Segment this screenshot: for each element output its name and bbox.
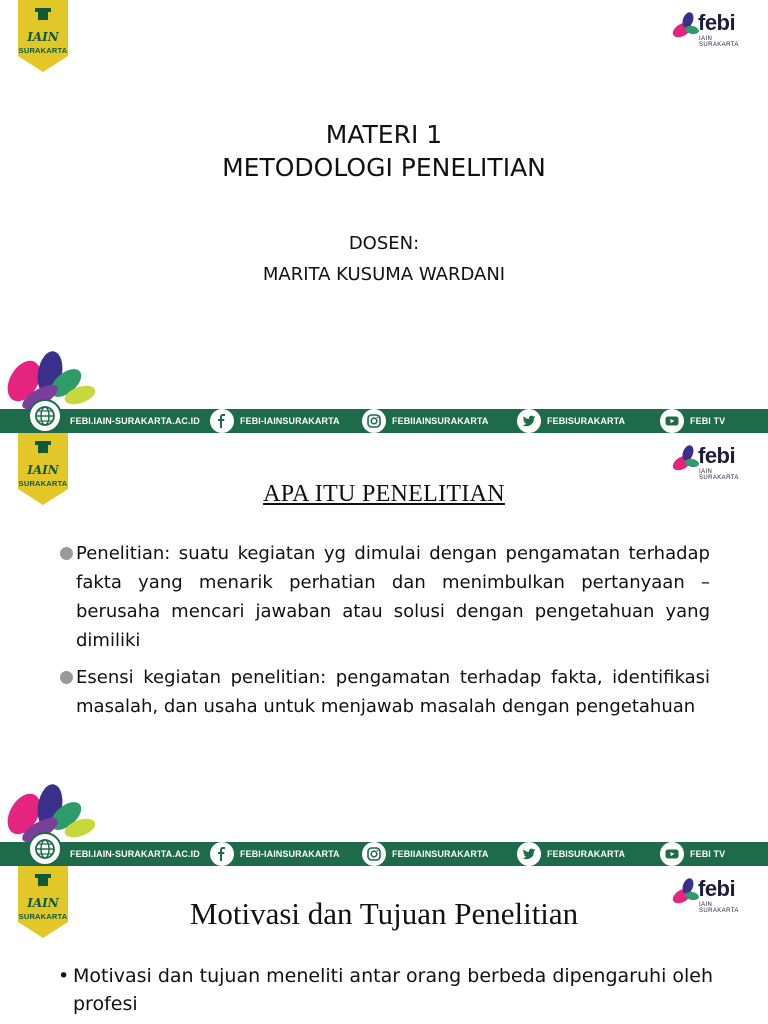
lecturer-label: DOSEN: [348,233,420,254]
footer-website-label: FEBI.IAIN-SURAKARTA.AC.ID [70,416,200,426]
iain-logo-word: IAIN [27,463,59,477]
globe-icon [28,832,62,866]
iain-logo-word: IAIN [27,896,59,910]
facebook-icon [210,409,234,433]
febi-logo [670,6,752,46]
footer-instagram[interactable] [362,842,489,866]
bullet-item [60,663,710,721]
footer-instagram-label: FEBIIAINSURAKARTA [392,849,489,859]
slide-2-bullet-list [60,539,710,729]
social-footer [0,343,768,433]
footer-website[interactable] [70,409,200,433]
slide-3 [0,866,768,1024]
febi-logo-word: febi [698,876,736,901]
slide-1-title-line-1: MATERI 1 [325,120,443,149]
iain-logo [18,0,68,72]
bullet-item [60,539,710,655]
youtube-icon [660,842,684,866]
footer-instagram[interactable] [362,409,489,433]
instagram-icon [362,842,386,866]
febi-logo-subtitle: IAIN SURAKARTA [699,469,739,481]
bullet-item [58,962,718,1018]
bullet-text: Motivasi dan tujuan meneliti antar orang berbeda dipengaruhi oleh profesi [73,965,714,1015]
social-band [0,842,768,866]
footer-youtube-label: FEBI TV [690,849,726,859]
bullet-text: Penelitian: suatu kegiatan yg dimulai dengan pengamatan terhadap fakta yang menarik perhatian dan menimbulkan pertanyaan – berusaha mencari jawaban atau solusi dengan pengetahuan yang dimiliki [76,543,710,651]
bullet-text: Esensi kegiatan penelitian: pengamatan terhadap fakta, identifikasi masalah, dan usaha untuk menjawab masalah dengan pengetahuan [76,667,710,717]
iain-logo-city: SURAKARTA [18,479,68,488]
footer-twitter[interactable] [517,842,625,866]
footer-website[interactable] [70,842,200,866]
febi-logo-subtitle: IAIN SURAKARTA [699,902,739,914]
slide-1-title-line-2: METODOLOGI PENELITIAN [222,153,546,182]
slide-2 [0,433,768,866]
instagram-icon [362,409,386,433]
febi-logo-subtitle: IAIN SURAKARTA [699,36,739,48]
footer-twitter-label: FEBISURAKARTA [547,849,626,859]
slide-3-bullet-list [58,962,718,1018]
footer-youtube[interactable] [660,409,725,433]
lecturer-name: MARITA KUSUMA WARDANI [262,264,506,285]
slide-2-title: APA ITU PENELITIAN [263,481,505,507]
footer-facebook-label: FEBI-IAINSURAKARTA [240,416,340,426]
footer-facebook[interactable] [210,409,340,433]
footer-twitter-label: FEBISURAKARTA [547,416,626,426]
slide-1 [0,0,768,433]
youtube-icon [660,409,684,433]
iain-logo-city: SURAKARTA [18,912,68,921]
twitter-icon [517,409,541,433]
social-footer [0,776,768,866]
footer-facebook[interactable] [210,842,340,866]
footer-website-label: FEBI.IAIN-SURAKARTA.AC.ID [70,849,200,859]
slide-1-lecturer [0,228,768,290]
iain-logo-city: SURAKARTA [18,46,68,55]
slide-3-title: Motivasi dan Tujuan Penelitian [189,896,579,931]
footer-instagram-label: FEBIIAINSURAKARTA [392,416,489,426]
slide-1-title [0,118,768,184]
social-band [0,409,768,433]
footer-twitter[interactable] [517,409,625,433]
twitter-icon [517,842,541,866]
febi-logo-word: febi [698,443,736,468]
footer-youtube-label: FEBI TV [690,416,726,426]
facebook-icon [210,842,234,866]
febi-logo-word: febi [698,10,736,35]
bullet-dot-icon: • [58,965,70,987]
iain-logo-word: IAIN [27,30,59,44]
globe-icon [28,399,62,433]
bullet-dot-icon [60,671,73,684]
bullet-dot-icon [60,547,73,560]
febi-logo [670,439,752,479]
footer-youtube[interactable] [660,842,725,866]
footer-facebook-label: FEBI-IAINSURAKARTA [240,849,340,859]
